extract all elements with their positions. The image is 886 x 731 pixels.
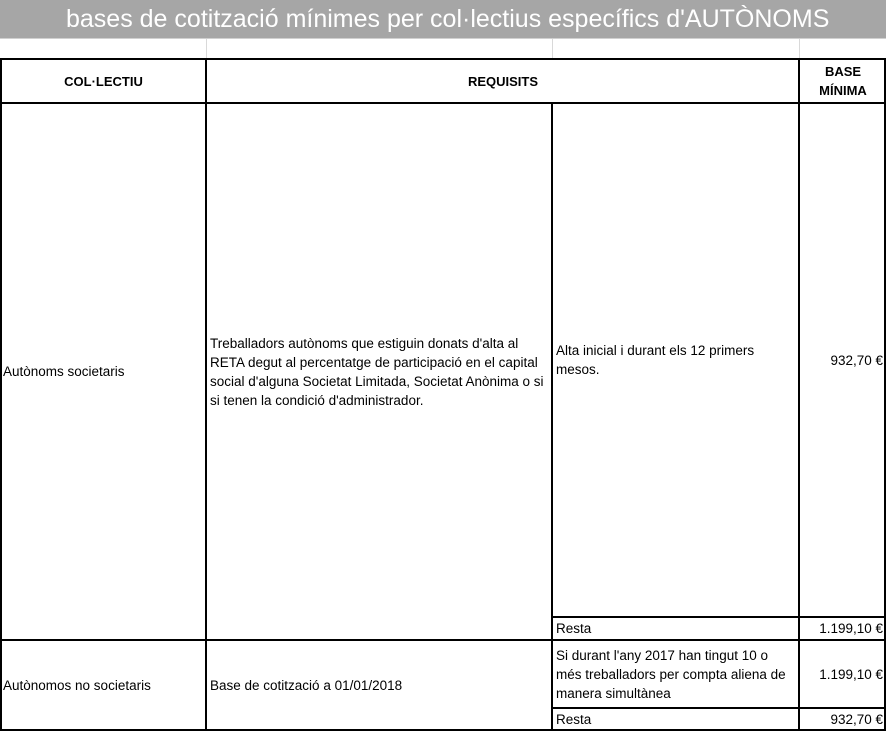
header-requisits-label: REQUISITS	[467, 73, 539, 89]
requisit-text: Base de cotització a 01/01/2018	[210, 677, 403, 693]
requisit-cell	[207, 641, 552, 729]
requisit-cell	[207, 104, 552, 639]
condicio-text: Resta	[556, 621, 592, 636]
condicio-cell	[553, 104, 799, 616]
table-border	[553, 616, 886, 618]
header-collectiu-label: COL·LECTIU	[64, 73, 143, 89]
base-value: 932,70 €	[830, 352, 883, 368]
header-base-line2: MÍNIMA	[819, 83, 867, 98]
grid-line	[799, 39, 800, 59]
condicio-text: Si durant l'any 2017 han tingut 10 o més treballadors per compta aliena de manera simultànea	[556, 647, 786, 701]
base-value: 1.199,10 €	[819, 621, 883, 636]
condicio-cell	[553, 641, 799, 707]
table-border	[0, 639, 886, 641]
table-border	[553, 707, 886, 709]
table-border	[0, 102, 886, 104]
base-cell	[800, 618, 886, 639]
collectiu-label: Autònoms societaris	[3, 364, 125, 379]
header-requisits	[207, 60, 799, 102]
collectiu-cell	[0, 104, 206, 639]
header-base-minima	[800, 60, 886, 102]
table-border	[0, 58, 2, 731]
grid-line	[552, 39, 553, 59]
table-border	[0, 58, 886, 60]
empty-row	[0, 38, 886, 58]
table-border	[798, 58, 800, 731]
condicio-text: Alta inicial i durant els 12 primers mesos.	[556, 343, 755, 377]
sheet-title: bases de cotització mínimes per col·lectius específics d'AUTÒNOMS	[0, 0, 886, 38]
requisit-text: Treballadors autònoms que estiguin donats d'alta al RETA degut al percentatge de participació en el capital social d'alguna Societat Limitada, Societat Anònima o si si tenen la condició d'administrador.	[210, 335, 544, 408]
base-cell	[800, 104, 886, 616]
header-collectiu	[0, 60, 207, 102]
header-base-line1: BASE	[824, 64, 862, 79]
base-value: 932,70 €	[830, 711, 883, 727]
collectiu-label: Autònomos no societaris	[3, 677, 151, 693]
condicio-cell	[553, 709, 799, 729]
grid-line	[206, 39, 207, 59]
base-cell	[800, 709, 886, 729]
base-value: 1.199,10 €	[819, 666, 883, 682]
condicio-text: Resta	[556, 711, 592, 727]
condicio-cell	[553, 618, 799, 639]
collectiu-cell	[0, 641, 206, 729]
table-border	[551, 104, 553, 731]
table-border	[205, 58, 207, 731]
base-cell	[800, 641, 886, 707]
